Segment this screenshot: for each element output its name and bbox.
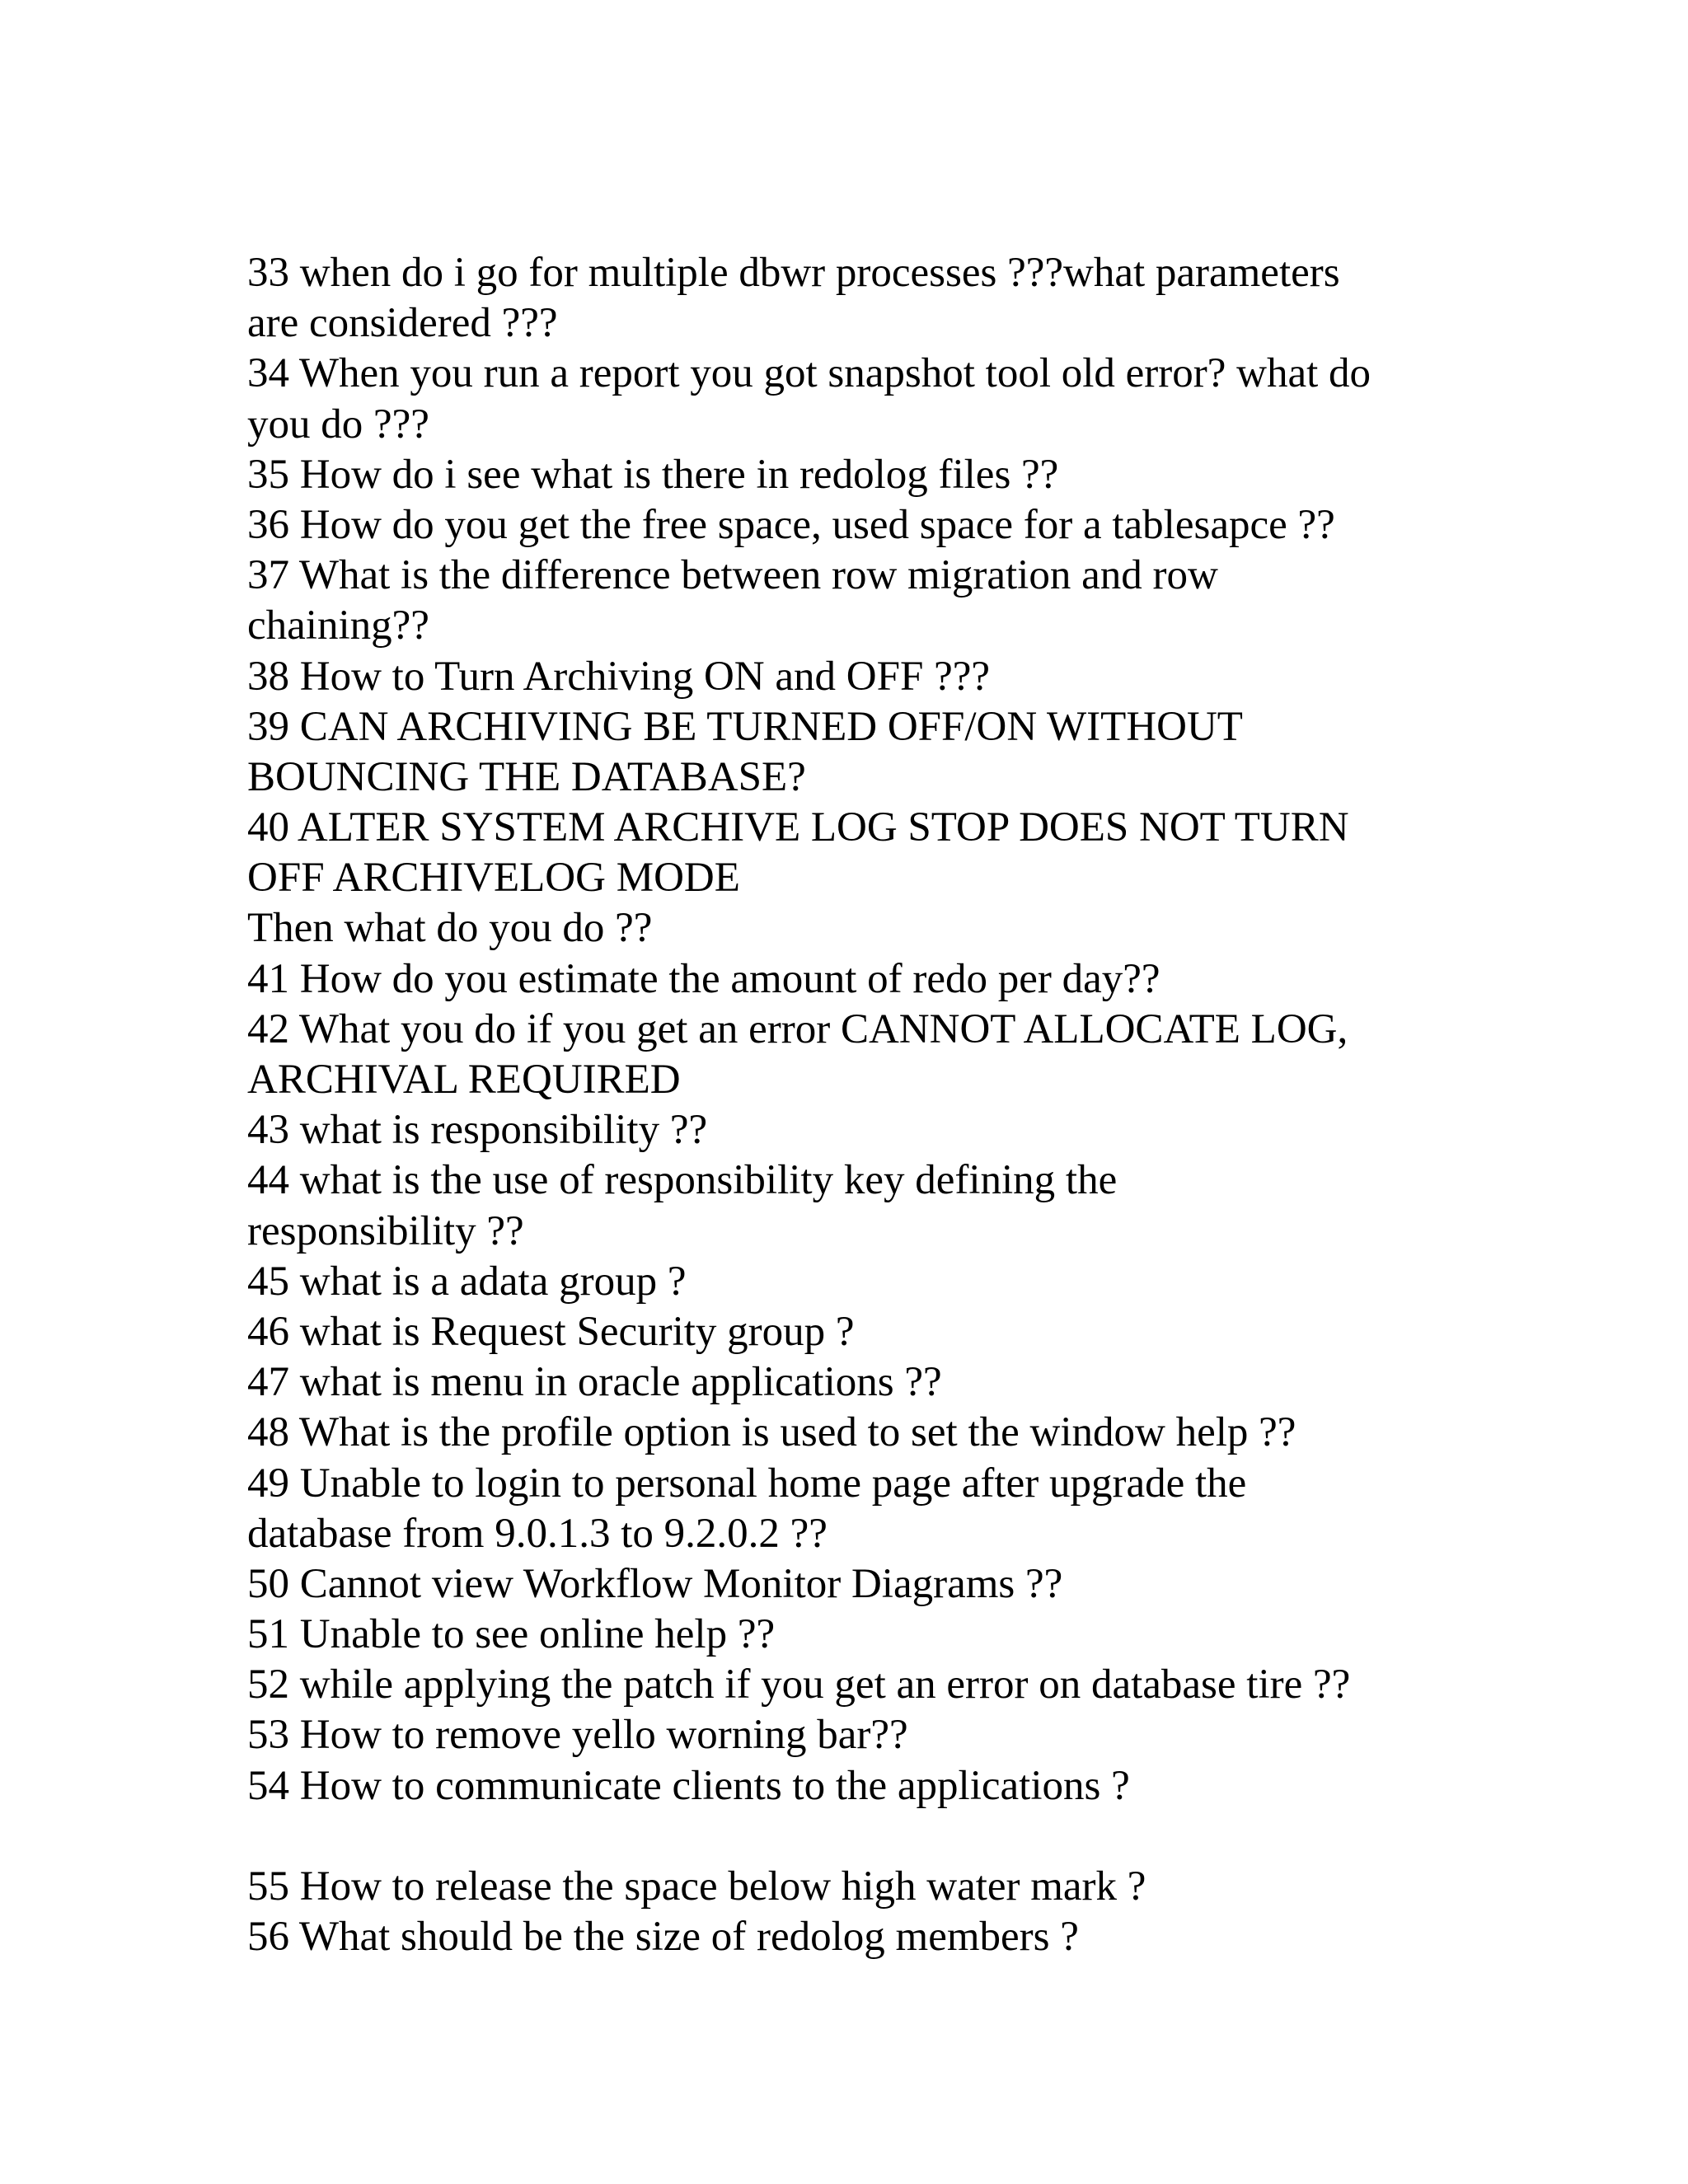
text-line: 52 while applying the patch if you get an error on database tire ??: [247, 1661, 1351, 1708]
text-line: 35 How do i see what is there in redolog files ??: [247, 451, 1059, 498]
text-line: 37 What is the difference between row migration and row: [247, 552, 1218, 599]
text-line: 44 what is the use of responsibility key defining the: [247, 1157, 1118, 1204]
text-line: 43 what is responsibility ??: [247, 1107, 708, 1154]
text-line: 40 ALTER SYSTEM ARCHIVE LOG STOP DOES NOT TURN: [247, 804, 1349, 851]
text-line: 56 What should be the size of redolog members ?: [247, 1914, 1079, 1961]
text-line: are considered ???: [247, 300, 558, 347]
text-line: 54 How to communicate clients to the applications ?: [247, 1762, 1130, 1809]
text-line: 47 what is menu in oracle applications ??: [247, 1359, 942, 1406]
text-line: 34 When you run a report you got snapshot tool old error? what do: [247, 350, 1372, 397]
text-line: you do ???: [247, 401, 429, 448]
text-line: 38 How to Turn Archiving ON and OFF ???: [247, 653, 990, 700]
text-line: 51 Unable to see online help ??: [247, 1611, 776, 1658]
text-line: database from 9.0.1.3 to 9.2.0.2 ??: [247, 1510, 828, 1557]
text-line: BOUNCING THE DATABASE?: [247, 753, 806, 800]
text-line: 41 How do you estimate the amount of redo per day??: [247, 955, 1160, 1002]
text-line: 49 Unable to login to personal home page after upgrade the: [247, 1460, 1247, 1507]
text-line: 55 How to release the space below high water mark ?: [247, 1863, 1146, 1910]
text-line: 33 when do i go for multiple dbwr processes ???what parameters: [247, 250, 1340, 296]
text-line: responsibility ??: [247, 1207, 524, 1254]
text-line: 39 CAN ARCHIVING BE TURNED OFF/ON WITHOUT: [247, 703, 1243, 750]
text-line: 48 What is the profile option is used to set the window help ??: [247, 1409, 1296, 1456]
text-line: 42 What you do if you get an error CANNOT ALLOCATE LOG,: [247, 1005, 1348, 1052]
text-line: 45 what is a adata group ?: [247, 1258, 687, 1305]
text-line: 46 what is Request Security group ?: [247, 1308, 855, 1355]
text-line: Then what do you do ??: [247, 905, 653, 952]
text-line: chaining??: [247, 602, 429, 649]
text-line: 36 How do you get the free space, used space for a tablesapce ??: [247, 501, 1335, 548]
question-list: [247, 248, 1484, 1962]
text-line: 50 Cannot view Workflow Monitor Diagrams ??: [247, 1560, 1063, 1607]
blank-line: [247, 1811, 1484, 1862]
text-line: 53 How to remove yello worning bar??: [247, 1712, 908, 1759]
text-line: ARCHIVAL REQUIRED: [247, 1057, 681, 1103]
text-line: OFF ARCHIVELOG MODE: [247, 855, 740, 902]
